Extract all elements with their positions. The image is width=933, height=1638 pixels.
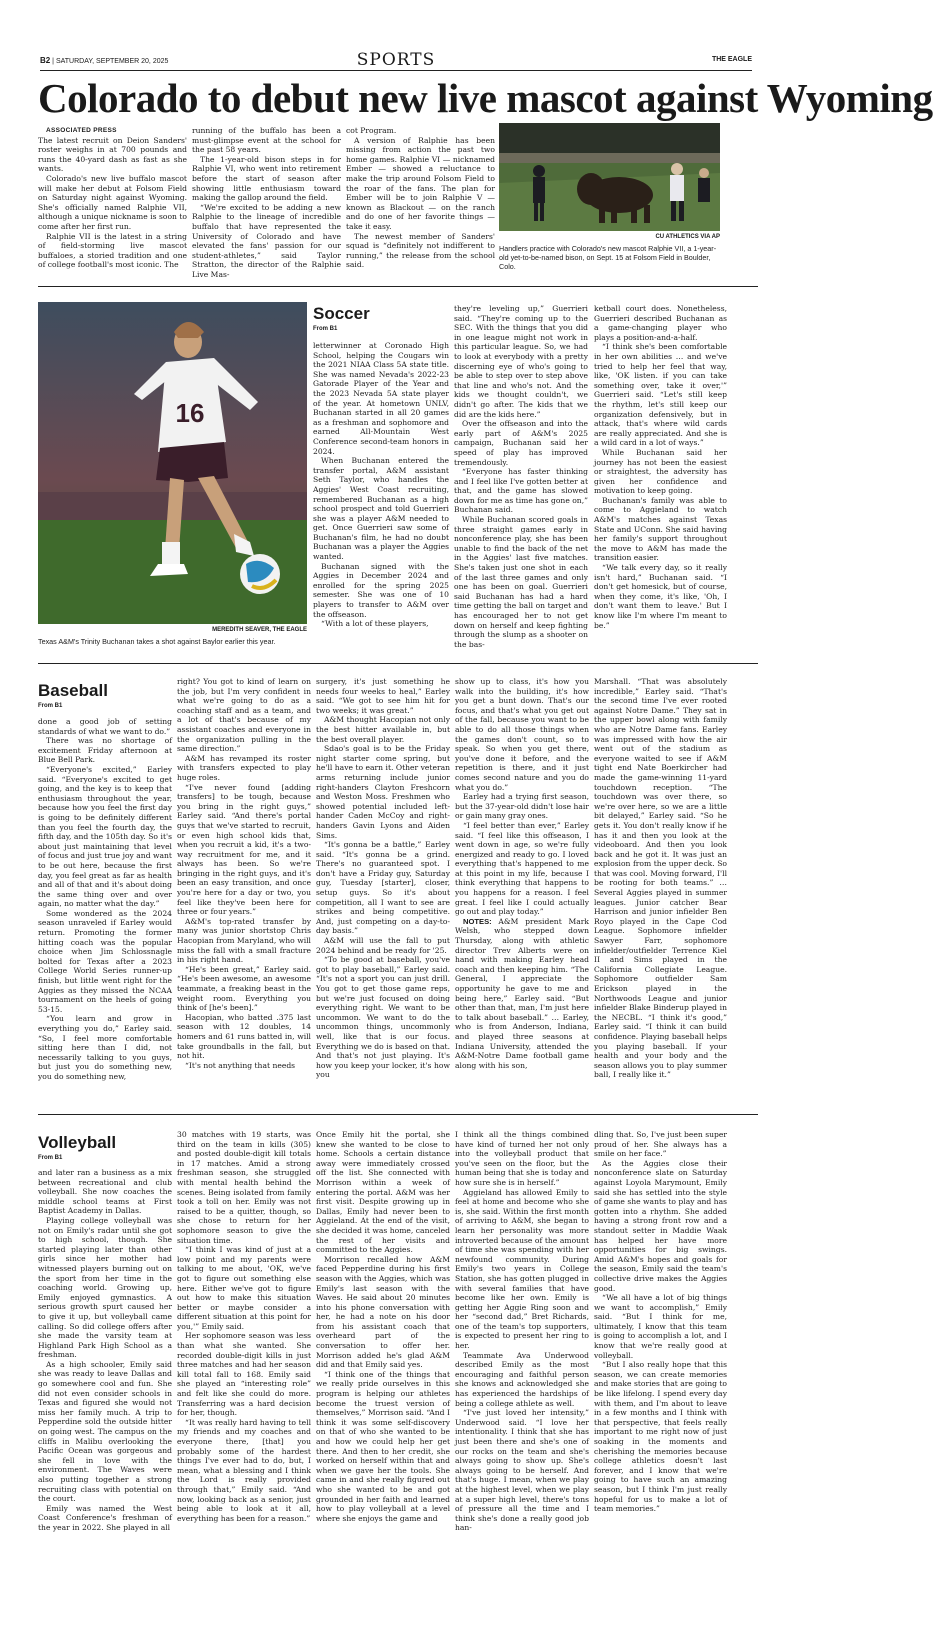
soccer-photo-caption: Texas A&M's Trinity Buchanan takes a shot against Baylor earlier this year. (38, 637, 276, 646)
paragraph: The latest recruit on Deion Sanders' roster weighs in at 700 pounds and runs the 40-yard dash as fast as she wants. (38, 135, 187, 174)
paragraph: and later ran a business as a mix between recreational and club volleyball. She now coaches the middle school teams at First Baptist Academy in Dallas. (38, 1168, 172, 1216)
soccer-jump-from: From B1 (313, 326, 338, 332)
paragraph: dling that. So, I've just been super proud of her. She always has a smile on her face.” (594, 1130, 727, 1159)
section-divider (38, 663, 758, 664)
paragraph: Over the offseason and into the early part of A&M's 2025 campaign, Buchanan said her speed of play has improved tremendously. (454, 419, 588, 467)
top-story-col3 (346, 126, 495, 274)
baseball-col3 (316, 677, 450, 1107)
paragraph: “Everyone's excited,” Earley said. “Everyone's excited to get going, and the key is to keep that enthusiasm throughout the year, because how you feel the first day is going to be definitely different than you feel the fourth day, the fifth day, and the 105th day. So it's about just maintaining that level of focus and just true joy and want to be out here, because the first day, you feel great as far as health and all of that and it's about doing the same thing over and over again, no matter what the day.” (38, 764, 172, 909)
jersey-number: 16 (175, 398, 205, 428)
soccer-col2 (454, 304, 588, 647)
soccer-col1 (313, 341, 449, 647)
paper-name: THE EAGLE (711, 56, 752, 63)
paragraph: A&M's top-rated transfer by many was junior shortstop Chris Hacopian from Maryland, who will miss the fall with a small fracture in his right hand. (177, 916, 311, 965)
page-number: B2 (40, 56, 51, 65)
baseball-col5 (594, 677, 727, 1107)
baseball-notes (455, 917, 589, 1071)
paragraph: “It was really hard having to tell my friends and my coaches and everyone there, [that] you probably some of the hardest things I've ever had to do, but, I mean, what a blessing and I think the Lord is really provided through that,” Emily said. “And now, looking back as a senior, just being able to look at it all, everything has been for a reason.” (177, 1417, 311, 1523)
volleyball-col3 (316, 1130, 450, 1608)
paragraph: “You learn and grow in everything you do,” Earley said. “So, I feel more comfortable sitting here than I did, not necessarily talking to you guys, but just you do something new, you do something new, (38, 1014, 172, 1081)
paragraph: right? You got to kind of learn on the job, but I'm very confident in what we're going to do as a coaching staff and as a team, and a lot of that's because of my assistant coaches and everyone in the organization pulling in the same direction.” (177, 677, 311, 754)
paragraph: A&M has revamped its roster with transfers expected to play huge roles. (177, 753, 311, 782)
paragraph: Earley had a trying first season, but the 37-year-old didn't lose hair or gain many gray ones. (455, 792, 589, 821)
volleyball-jump-from: From B1 (38, 1155, 63, 1161)
paragraph: “We're excited to be adding a new Ralphie to the lineage of incredible buffalo that have represented the University of Colorado and have elevated the fans' passion for our student-athletes,” said Taylor Stratton, the director of the Ralphie Live Mas- (192, 202, 341, 279)
volleyball-header (38, 1133, 172, 1161)
paragraph: “It's not anything that needs (185, 1060, 296, 1070)
paragraph: “To be good at baseball, you've got to play baseball,” Earley said. “It's not a sport you can just drill. You got to get those game reps, but we're just focused on doing everything right. We want to be uncommon. We want to do the uncommon things, uncommonly well, like that is our focus. Everything we do is based on that. And that's not just playing. It's how you keep your locker, it's how you (316, 955, 450, 1080)
paragraph: they're leveling up,” Guerrieri said. “They're coming up to the SEC. With the things that you did in one league might not work in this particular league. So, we had to look at everybody with a pretty discerning eye of who's going to be able to step over to step above that line and who's not. And the kids we thought couldn't, we didn't go after. The kids that we did are the kids here.” (454, 304, 588, 419)
volleyball-col4 (455, 1130, 589, 1608)
masthead-left: B2 | SATURDAY, SEPTEMBER 20, 2025 (40, 56, 169, 65)
top-headline: Colorado to debut new live mascot against Wyoming (38, 75, 933, 121)
paragraph: done a good job of setting standards of what we want to do.” (38, 717, 172, 736)
paragraph: “I think she's been comfortable in her own abilities … and we've tried to help her feel that way, like, 'OK listen. if you can take something over, take it over,'” Guerrieri said. “Let's still keep the rhythm, let's still keep our organization defensively, but in attack, that's where wild cards are really appreciated. And she is a wild card in a lot of ways.” (594, 342, 727, 448)
paragraph: letterwinner at Coronado High School, helping the Cougars win the 2021 NIAA Class 5A state title. She was named Nevada's 2022-23 Gatorade Player of the Year and the 2023 Nevada 5A state player of the year. At hometown UNLV, Buchanan started in all 20 games as a freshman and sophomore and earned All-Mountain West Conference second-team honors in 2024. (313, 341, 449, 456)
masthead (40, 50, 752, 71)
soccer-col3 (594, 304, 727, 647)
paragraph: A&M will use the fall to put 2024 behind and be ready for '25. (316, 936, 450, 955)
paragraph: While Buchanan scored goals in three straight games early in nonconference play, she has been unable to find the back of the net in the Aggies' last five matches. She's taken just one shot in each of the last three games and only one has been on goal. Guerrieri said Buchanan has had a hard time getting the ball on target and has encouraged her to not get down on herself and keep fighting through the slump as a shooter on the bas- (454, 515, 588, 649)
paragraph: There was no shortage of excitement Friday afternoon at Blue Bell Park. (38, 736, 172, 765)
volleyball-title: Volleyball (38, 1133, 117, 1152)
bison-photo-credit: CU ATHLETICS VIA AP (655, 234, 720, 240)
notes-text: A&M president Mark Welsh, who stepped down Thursday, along with athletic director Trev Alberts were on hand with making Earley head coach and then keeping him. “The General, I appreciate the opportunity he gave to me and being here,” Earley said. “But other than that, man, I'm just here to talk about baseball.” … Earley, who is from Anderson, Indiana, and played three seasons at Indiana University, attended the A&M-Notre Dame football game along with his son, (455, 916, 589, 1070)
paragraph: A&M thought Hacopian not only the best hitter available in, but the best overall player. (316, 715, 450, 744)
paragraph: Aggieland has allowed Emily to feel at home and become who she is, she said. Within the first month of arriving to A&M, she began to learn her personality was more introverted because of the amount of time she was spending with her newfound community. During Emily's two years in College Station, she has gotten plugged in with several families that have become like her own. Emily is getting her Aggie Ring soon and her “second dad,” Bret Richards, one of the team's top supporters, is expected to present her ring to her. (455, 1187, 589, 1351)
paragraph: Buchanan signed with the Aggies in December 2024 and enrolled for the spring 2025 semester. She was one of 10 players to transfer to A&M over the offseason. (313, 561, 449, 619)
paragraph: ketball court does. Nonetheless, Guerrieri described Buchanan as a game-changing player who plays a position-and-a-half. (594, 304, 727, 342)
paragraph: Buchanan's family was able to come to Aggieland to watch A&M's matches against Texas State and UConn. She said having her family's support throughout the move to A&M has made the transition easier. (594, 495, 727, 563)
bison-photo-caption: Handlers practice with Colorado's new mascot Ralphie VII, a 1-year-old yet-to-be-named bison, on Sept. 15 at Folsom Field in Boulder, Colo. (499, 244, 717, 271)
section-name: SPORTS (356, 50, 436, 70)
soccer-title: Soccer (313, 304, 370, 323)
paragraph: The 1-year-old bison steps in for Ralphie VI, who went into retirement before the start of season after showing little enthusiasm toward making the gallop around the field. (192, 154, 341, 203)
paragraph: “He's been great,” Earley said. “He's been awesome, an awesome teammate, a freaking beast in the weight room. Everything you think of [he's been].” (177, 964, 311, 1013)
paragraph: “I've just loved her intensity,” Underwood said. “I love her intentionality. I think that she has just been there and she's one of our rocks on the team and she's always going to show up. She's always going to be herself. And that's huge. I mean, when we play at the highest level, when we play at a super high level, there's tons of pressure all the time and I think she's done a really good job han- (455, 1408, 589, 1533)
baseball-header (38, 681, 172, 709)
paragraph: Her sophomore season was less than what she wanted. She recorded double-digit kills in just three matches and had her season kill total fall to 168. Emily said she played an “interesting role” and felt like she could do more. Transferring was a hard decision for her, though. (177, 1331, 311, 1418)
paragraph: When Buchanan entered the transfer portal, A&M assistant Seth Taylor, who handles the Aggies' West Coast recruiting, remembered Buchanan as a high school prospect and told Guerrieri she was a player A&M needed to get. Once Guerrieri saw some of Buchanan's film, he had no doubt Buchanan was a player the Aggies wanted. (313, 456, 449, 562)
paragraph: “I think one of the things that we really pride ourselves in this program is helping our athletes become the truest version of themselves,” Morrison said. “And I think it was some self-discovery on that of who she wanted to be and how we could help her get there. And then to her credit, she worked on herself within that and when we gave her the tools. She came in and she really figured out who she wanted to be and got grounded in her faith and learned how to play volleyball at a level where she enjoys the game and (316, 1369, 450, 1523)
section-divider (38, 1114, 758, 1115)
paragraph: Marshall. “That was absolutely incredible,” Earley said. “That's the second time I've ever rooted against Notre Dame.” They sat in the upper bowl along with family who are Notre Dame fans. Earley was impressed with how the air went out of the stadium as everyone waited to see if A&M tight end Nate Boerkircher had made the game-winning 11-yard touchdown reception. “The touchdown was over there, so we're over here, so we are a little bit delayed,” Earley said. “So he gets it. You don't really know if he has it and then you look at the videoboard. And then you look back and he got it. It was just an explosion from the upper deck. So that was cool. Moving forward, I'll be rooting for both teams.” … Several Aggies played in summer leagues. Junior catcher Bear Harrison and junior infielder Ben Royo played in the Cape Cod League. Sophomore infielder Sawyer Farr, sophomore infielder/outfielder Terrence Kiel II and Sims played in the California Collegiate League. Sophomore outfielder Sam Erickson played in the Northwoods League and junior infielder Blake Binderup played in the NECBL. “I think it's good,” Earley said. “I think it can build confidence. Playing baseball helps you playing baseball. If your health and your body and the season allows you to play summer ball, I really like it.” (594, 677, 727, 1080)
paragraph: Ralphie VII is the latest in a string of field-storming live mascot buffaloes, a storied tradition and one of college football's most iconic. The (38, 231, 187, 270)
soccer-ball-icon (240, 554, 280, 594)
soccer-photo-credit: MEREDITH SEAVER, THE EAGLE (212, 627, 307, 633)
baseball-title: Baseball (38, 681, 108, 700)
paragraph: Teammate Ava Underwood described Emily as the most encouraging and faithful person she knows and acknowledged she has experienced the hardships of being a college athlete as well. (455, 1350, 589, 1408)
section-divider (38, 286, 758, 287)
paragraph: “We talk every day, so it really isn't hard,” Buchanan said. “I don't get homesick, but of course, when they come, it's like, 'Oh, I don't want them to leave.' But I know like I'm where I'm meant to be.” (594, 563, 727, 630)
paragraph: Playing college volleyball was not on Emily's radar until she got to high school, though. She started playing later than other girls since her mother had witnessed players burning out on the sport from her time in the coaching world. Growing up, Emily enjoyed gymnastics. A serious growth spurt caused her to give it up, but volleyball came calling. So did college offers after she made the varsity team at Highland Park High School as a freshman. (38, 1215, 172, 1360)
notes-label: NOTES: (463, 916, 492, 926)
top-story-byline: ASSOCIATED PRESS (46, 127, 117, 134)
baseball-col4 (455, 677, 589, 1107)
paragraph: “It's gonna be a battle,” Earley said. “It's gonna be a grind. There's no guaranteed spot. I don't have a Friday guy, Saturday guy, Tuesday [starter], closer, setup guys. So it's about competition, all I want to see are strikes and being competitive. And, just competing on a day-to-day basis.” (316, 840, 450, 936)
paragraph: Morrison recalled how A&M faced Pepperdine during his first season with the Aggies, which was Emily's last season with the Waves. He said about 20 minutes into his phone conversation with her, he had a note on his door from his assistant coach that overheard part of the conversation to offer her. Morrison added he's glad A&M did and that Emily said yes. (316, 1254, 450, 1370)
paragraph: “Everyone has faster thinking and I feel like I've gotten better at that, and the game has slowed down for me as time has gone on,” Buchanan said. (454, 467, 588, 515)
paragraph: running of the buffalo has been a must-glimpse event at the school for the past 58 years. (192, 126, 341, 155)
paragraph: Hacopian, who batted .375 last season with 12 doubles, 14 homers and 61 runs batted in, will take groundballs in the fall, but not hit. (177, 1012, 311, 1061)
paragraph: cot Program. (346, 126, 397, 135)
baseball-col1 (38, 717, 172, 1107)
paragraph: As a high schooler, Emily said she was ready to leave Dallas and go somewhere cool and fun. She did not even consider schools in Texas and figured she would not miss her family much. A trip to Pepperdine sold the outside hitter on going west. The campus on the cliffs in Malibu overlooking the Pacific Ocean was gorgeous and she fell in love with the environment. The Waves were also putting together a strong recruiting class with potential on the court. (38, 1359, 172, 1504)
issue-date: SATURDAY, SEPTEMBER 20, 2025 (55, 58, 169, 65)
paragraph: Colorado's new live buffalo mascot will make her debut at Folsom Field on Saturday night against Wyoming. She's officially named Ralphie VII, although a unique nickname is soon to come after her first run. (38, 173, 187, 231)
soccer-photo (38, 302, 307, 624)
top-story-col2 (192, 126, 341, 279)
paragraph: show up to class, it's how you walk into the building, it's how you get a bunt down. That's our focus, and that's what you get out of the fall, because you want to be able to do all those things when the games don't count, so to speak. So when you get there, you've done it before, and the repetition is there, and it just comes second nature and you do what you do.” (455, 677, 589, 792)
paragraph: While Buchanan said her journey has not been the easiest or straightest, the adversity has given her confidence and motivation to keep going. (594, 447, 727, 496)
paragraph: I think all the things combined have kind of turned her not only into the volleyball product that you've seen on the floor, but the human being that she is today and how sure she is in herself.” (455, 1130, 589, 1187)
paragraph: A version of Ralphie has been missing from action the past two home games. Ralphie VI — nicknamed Ember — showed a reluctance to make the trip around Folsom Field to the roar of the fans. The plan for Ember will be to join Ralphie V — known as Blackout — on the ranch and do one of her favorite things — take it easy. (346, 135, 495, 231)
paragraph: “But I also really hope that this season, we can create memories and make stories that are going to be like lifelong. I spend every day with them, and I'm about to leave in a few months and I think with that perspective, that feels really important to me right now of just soaking in the moments and cherishing the memories because college athletics doesn't last forever, and I know that we're going to have such an amazing season, but I think I'm just really hopeful for us to make a lot of team memories.” (594, 1360, 727, 1514)
paragraph: Some wondered as the 2024 season unraveled if Earley would return. Promoting the former hitting coach was the popular choice when Jim Schlossnagle bolted for Texas after a 2023 College World Series runner-up finish, but little went right for the Aggies as they missed the NCAA tournament on the heels of going 53-15. (38, 908, 172, 1014)
volleyball-col2 (177, 1130, 311, 1608)
paragraph: As the Aggies close their nonconference slate on Saturday against Loyola Marymount, Emily said she has settled into the style of game she wants to play and has gotten into a rhythm. She added having a strong front row and a standout setter in Maddie Waak has helped her have more opportunities for big swings. Amid A&M's hopes and goals for the season, Emily said the team's collective drive makes the Aggies good. (594, 1158, 727, 1293)
top-story-col1 (38, 126, 187, 274)
bison-photo (499, 123, 720, 231)
paragraph: Sdao's goal is to be the Friday night starter come spring, but he'll have to earn it. Other veteran arms returning include junior right-handers Clayton Freshcorn and Weston Moss. Freshmen who showed potential included left-hander Caden McCoy and right-handers Gavin Lyons and Aiden Sims. (316, 744, 450, 840)
volleyball-col5 (594, 1130, 727, 1608)
paragraph: “I feel better than ever,” Earley said. “I feel like this offseason, I went down in age, so we're fully energized and ready to go. I loved everything that's happened to me at this point in my life, because I think everything that happens to you happens for a reason. I feel great. I feel like I could actually go out and play today.” (455, 820, 589, 917)
paragraph: surgery, it's just something he needs four weeks to heal,” Earley said. “We got to see him hit for two weeks; it was great.” (316, 677, 450, 715)
paragraph: Emily was named the West Coast Conference's freshman of the year in 2022. She played in all (38, 1503, 172, 1532)
paragraph: “I've never found [adding transfers] to be tough, because you bring in the right guys,” Earley said. “And there's portal guys that we've started to recruit, or even high school kids that, when you recruit a kid, it's a two-way recruitment for me, and it always has been. So we're bringing in the right guys, and it's been an easy transition, and once you're here for a day or two, you feel like they've been here for three or four years.” (177, 782, 311, 917)
paragraph: 30 matches with 19 starts, was third on the team in kills (305) and posted double-digit kill totals in 17 matches. Amid a strong freshman season, she struggled with mental health behind the scenes. Being isolated from family took a toll on her. Emily was not raised to be a quitter, though, so she chose to return for her sophomore season to give the situation time. (177, 1130, 311, 1245)
paragraph: “We all have a lot of big things we want to accomplish,” Emily said. “But I think for me, ultimately, I know that this team is going to accomplish a lot, and I know that we're really good at volleyball. (594, 1293, 727, 1360)
soccer-header (313, 304, 453, 332)
paragraph: “With a lot of these players, (321, 619, 429, 629)
paragraph: “I think I was kind of just at a low point and my parents were talking to me about, 'OK, we've got to figure out something else here. Either we've got to figure out how to make this situation better or maybe consider a different situation at this point for you,'” Emily said. (177, 1245, 311, 1331)
baseball-jump-from: From B1 (38, 703, 63, 709)
paragraph: The newest member of Sanders' squad is “definitely not indifferent to running,” the release from the school said. (346, 231, 495, 270)
volleyball-col1 (38, 1168, 172, 1608)
baseball-col2 (177, 677, 311, 1107)
paragraph: Once Emily hit the portal, she knew she wanted to be close to home. Schools a certain distance away were immediately crossed off the list. She connected with Morrison within a week of entering the portal. A&M was her first visit. Despite growing up in Dallas, Emily had never been to Aggieland. At the end of the visit, she decided it was home, canceled the rest of her visits and committed to the Aggies. (316, 1130, 450, 1255)
